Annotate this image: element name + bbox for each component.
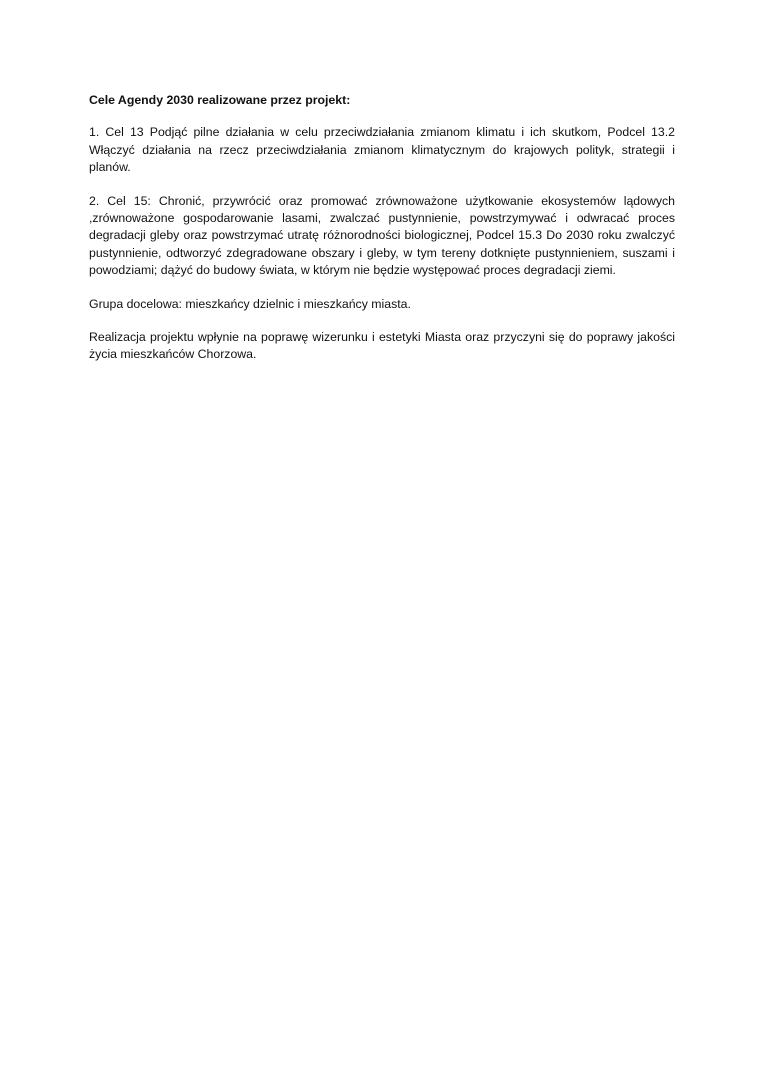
document-heading: Cele Agendy 2030 realizowane przez projekt: <box>89 93 351 107</box>
paragraph-target-group: Grupa docelowa: mieszkańcy dzielnic i mieszkańcy miasta. <box>89 296 411 311</box>
document-body <box>89 92 675 380</box>
paragraph-goal-15: 2. Cel 15: Chronić, przywrócić oraz promować zrównoważone użytkowanie ekosystemów lądowych ,zrównoważone gospodarowanie lasami, zwalczać pustynnienie, powstrzymywać i odwracać proces degradacji gleby oraz powstrzymać utratę różnorodności biologicznej, Podcel 15.3 Do 2030 roku zwalczyć pustynnienie, odtworzyć zdegradowane obszary i gleby, w tym tereny dotknięte pustynnieniem, suszami i powodziami; dążyć do budowy świata, w którym nie będzie występować proces degradacji ziemi. <box>89 193 675 278</box>
paragraph-goal-13: 1. Cel 13 Podjąć pilne działania w celu przeciwdziałania zmianom klimatu i ich skutkom, Podcel 13.2 Włączyć działania na rzecz przeciwdziałania zmianom klimatycznym do krajowych polityk, strategii i planów. <box>89 125 675 175</box>
paragraph-project-impact: Realizacja projektu wpłynie na poprawę wizerunku i estetyki Miasta oraz przyczyni się do poprawy jakości życia mieszkańców Chorzowa. <box>89 330 675 362</box>
